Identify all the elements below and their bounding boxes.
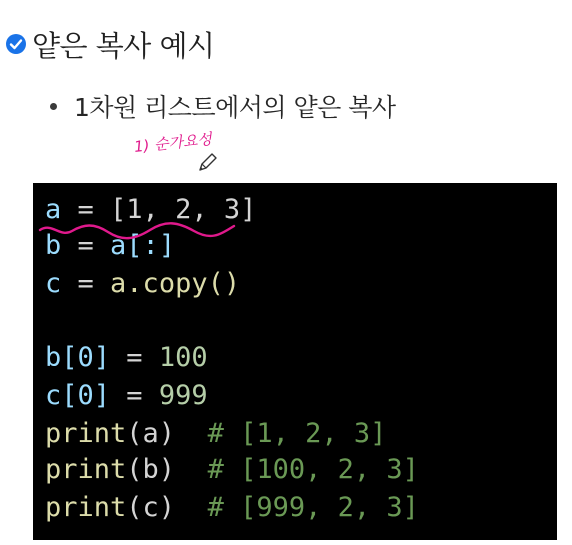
code-line-6 [45, 379, 208, 413]
code-token: a[:] [110, 230, 176, 261]
title-row [6, 24, 215, 64]
code-token: c [45, 268, 62, 299]
code-token: = [61, 194, 111, 225]
code-token: print [45, 454, 127, 485]
code-comment: # [999, 2, 3] [175, 492, 419, 523]
bullet-dot-icon [50, 103, 57, 110]
code-block [33, 183, 557, 540]
code-comment: # [100, 2, 3] [175, 454, 419, 485]
code-token: c[0] [45, 380, 111, 411]
code-line-5 [45, 341, 208, 375]
code-token: (c) [126, 492, 176, 523]
code-line-8 [45, 453, 419, 487]
code-token: 100 [158, 342, 208, 373]
bullet-text: 1차원 리스트에서의 얕은 복사 [74, 93, 396, 122]
code-token: b[0] [45, 342, 111, 373]
code-token: print [45, 492, 127, 523]
code-token: = [61, 230, 111, 261]
code-token: (b) [126, 454, 176, 485]
code-token: b [45, 230, 62, 261]
code-token: = [61, 268, 111, 299]
code-line-1 [45, 193, 256, 227]
handwritten-annotation: 1) 순가요성 [133, 129, 213, 156]
code-line-3 [45, 267, 240, 301]
code-token: = [110, 380, 159, 411]
code-token: print [45, 418, 127, 449]
slide-title: 얕은 복사 예시 [32, 28, 215, 63]
code-comment: # [1, 2, 3] [175, 418, 387, 449]
bullet-item [50, 86, 396, 126]
code-line-9 [45, 491, 419, 525]
code-token: a [45, 194, 62, 225]
code-token: = [110, 342, 159, 373]
code-token: (a) [126, 418, 176, 449]
check-circle-icon [6, 34, 26, 54]
code-token: 999 [158, 380, 208, 411]
pen-cursor-icon [196, 150, 220, 174]
code-line-7 [45, 417, 386, 451]
code-token: a.copy() [110, 268, 241, 299]
code-line-2 [45, 229, 175, 263]
code-token: [1, 2, 3] [110, 194, 257, 225]
